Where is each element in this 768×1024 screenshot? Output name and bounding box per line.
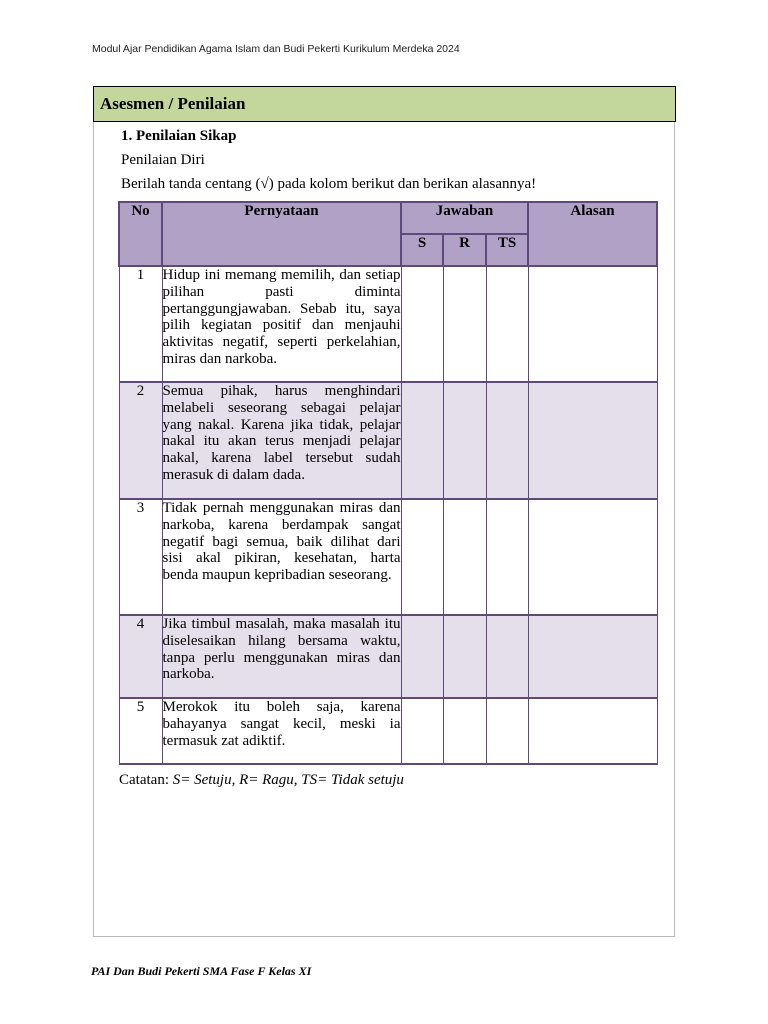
- header-ts: TS: [486, 234, 528, 266]
- header-reason: Alasan: [528, 202, 657, 266]
- reason-cell[interactable]: [528, 698, 657, 764]
- header-statement: Pernyataan: [162, 202, 401, 266]
- section-title: Asesmen / Penilaian: [93, 86, 676, 122]
- note-text: S= Setuju, R= Ragu, TS= Tidak setuju: [172, 772, 404, 788]
- row-number: 3: [119, 499, 162, 615]
- answer-r-cell[interactable]: [443, 266, 486, 382]
- subtitle: Penilaian Diri: [121, 152, 205, 168]
- answer-ts-cell[interactable]: [486, 499, 528, 615]
- row-number: 5: [119, 698, 162, 764]
- header-s: S: [401, 234, 443, 266]
- answer-ts-cell[interactable]: [486, 266, 528, 382]
- table-row: [119, 382, 657, 499]
- reason-cell[interactable]: [528, 382, 657, 499]
- answer-r-cell[interactable]: [443, 382, 486, 499]
- statement-text: Hidup ini memang memilih, dan setiap pilihan pasti diminta pertanggungjawaban. Sebab itu, saya pilih kegiatan positif dan menjauhi aktivitas negatif, seperti perkelahian, miras dan narkoba.: [162, 266, 401, 382]
- answer-r-cell[interactable]: [443, 698, 486, 764]
- answer-ts-cell[interactable]: [486, 615, 528, 698]
- answer-s-cell[interactable]: [401, 266, 443, 382]
- note-label: Catatan:: [119, 772, 169, 788]
- statement-text: Semua pihak, harus menghindari melabeli seseorang sebagai pelajar yang nakal. Karena jika tidak, pelajar nakal itu akan terus menjadi pelajar nakal, karena label tersebut sudah merasuk di dalam dada.: [162, 382, 401, 499]
- statement-text: Tidak pernah menggunakan miras dan narkoba, karena berdampak sangat negatif bagi semua, baik dilihat dari sisi akal pikiran, kesehatan, harta benda maupun kepribadian seseorang.: [162, 499, 401, 615]
- header-r: R: [443, 234, 486, 266]
- answer-s-cell[interactable]: [401, 382, 443, 499]
- page-footer: PAI Dan Budi Pekerti SMA Fase F Kelas XI: [91, 964, 312, 978]
- answer-ts-cell[interactable]: [486, 382, 528, 499]
- reason-cell[interactable]: [528, 266, 657, 382]
- table-row: [119, 615, 657, 698]
- statement-text: Jika timbul masalah, maka masalah itu diselesaikan hilang bersama waktu, tanpa perlu menggunakan miras dan narkoba.: [162, 615, 401, 698]
- subheading: 1. Penilaian Sikap: [121, 128, 237, 144]
- statement-text: Merokok itu boleh saja, karena bahayanya sangat kecil, meski ia termasuk zat adiktif.: [162, 698, 401, 764]
- row-number: 4: [119, 615, 162, 698]
- answer-s-cell[interactable]: [401, 698, 443, 764]
- legend-note: [119, 772, 404, 789]
- answer-r-cell[interactable]: [443, 615, 486, 698]
- header-answer: Jawaban: [401, 202, 528, 234]
- header-no: No: [119, 202, 162, 266]
- answer-ts-cell[interactable]: [486, 698, 528, 764]
- table-row: [119, 266, 657, 382]
- row-number: 1: [119, 266, 162, 382]
- reason-cell[interactable]: [528, 499, 657, 615]
- answer-s-cell[interactable]: [401, 499, 443, 615]
- reason-cell[interactable]: [528, 615, 657, 698]
- table-row: [119, 499, 657, 615]
- answer-r-cell[interactable]: [443, 499, 486, 615]
- answer-s-cell[interactable]: [401, 615, 443, 698]
- instruction: Berilah tanda centang (√) pada kolom berikut dan berikan alasannya!: [121, 176, 537, 192]
- table-row: [119, 698, 657, 764]
- page-header: Modul Ajar Pendidikan Agama Islam dan Budi Pekerti Kurikulum Merdeka 2024: [92, 43, 460, 55]
- assessment-table: [118, 201, 658, 765]
- row-number: 2: [119, 382, 162, 499]
